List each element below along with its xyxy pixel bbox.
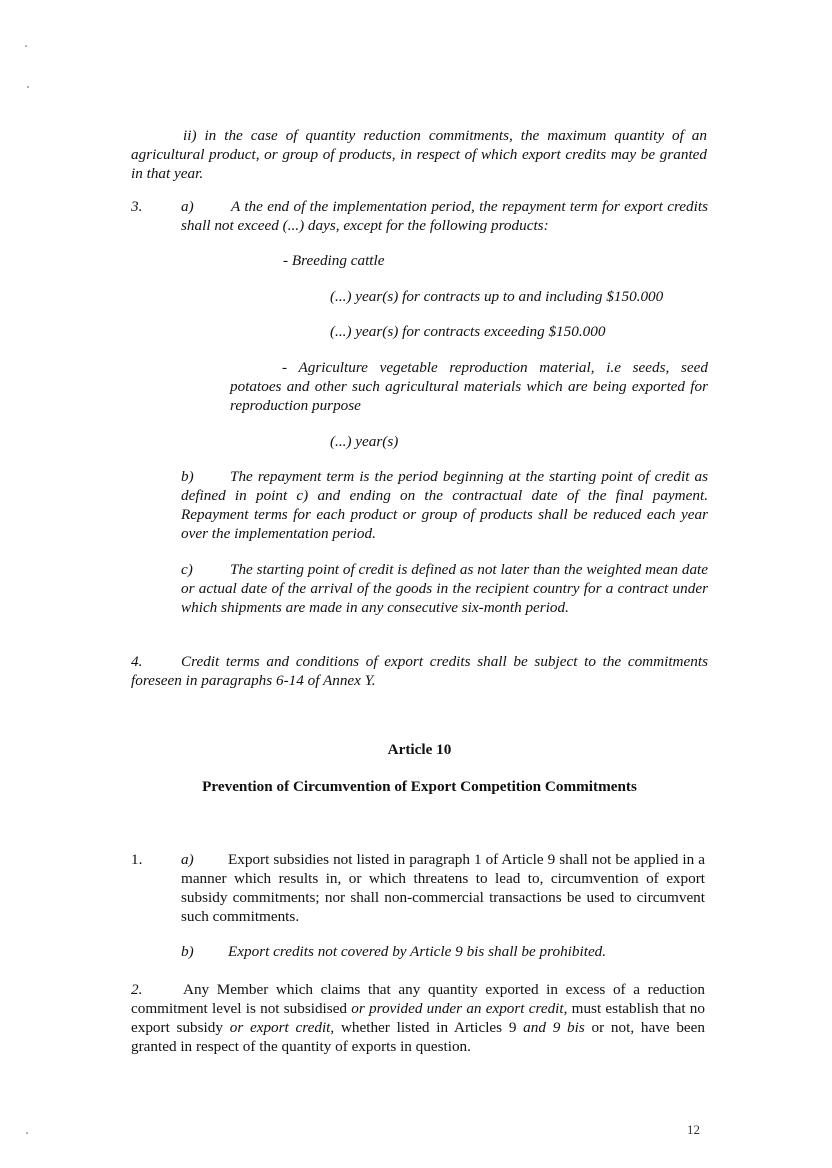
section-3b-label: b)	[181, 468, 194, 485]
article-para-2-emphasis: or export credit	[229, 1019, 331, 1036]
article-heading: Article 10	[387, 741, 452, 758]
article-para-2-text	[131, 980, 705, 1056]
article-para-2-part: , whether listed in Articles 9	[330, 1019, 524, 1036]
section-4-text: Credit terms and conditions of export credits shall be subject to the commitments foreseen in paragraphs 6-14 of Annex Y.	[131, 653, 708, 689]
article-para-1-number: 1.	[131, 851, 143, 868]
scan-speck	[25, 45, 27, 47]
breeding-cattle-term-1: (...) year(s) for contracts up to and including $150.000	[330, 288, 664, 305]
article-para-2-part: Any Member which claims that any quantity exported in excess of a reduction commitment level is not subsidised	[131, 981, 705, 1017]
section-3c-label: c)	[181, 561, 193, 578]
scan-speck	[27, 86, 29, 88]
article-para-1a-label: a)	[181, 851, 194, 868]
article-para-2-part: , must establish that no export subsidy	[131, 1000, 705, 1036]
breeding-cattle-term-2: (...) year(s) for contracts exceeding $150.000	[330, 323, 606, 340]
article-para-1a-text: Export subsidies not listed in paragraph 1 of Article 9 shall not be applied in a manner which results in, or which threatens to lead to, circumvention of export subsidy commitments; nor shall non-commercial transactions be used to circumvent such commitments.	[181, 851, 705, 925]
reproduction-material-item: - Agriculture vegetable reproduction material, i.e seeds, seed potatoes and other such agricultural materials which are being exported for reproduction purpose	[230, 359, 708, 414]
reproduction-material-term: (...) year(s)	[330, 433, 399, 450]
scan-speck	[26, 1132, 28, 1134]
section-3a-label: a)	[181, 198, 194, 215]
section-3c-text: The starting point of credit is defined as not later than the weighted mean date or actual date of the arrival of the goods in the recipient country for a contract under which shipments are made in any consecutive six-month period.	[181, 561, 708, 616]
section-3-number: 3.	[131, 198, 143, 215]
paragraph-ii: ii) in the case of quantity reduction commitments, the maximum quantity of an agricultural product, or group of products, in respect of which export credits may be granted in that year.	[131, 127, 707, 182]
breeding-cattle-item: - Breeding cattle	[283, 252, 385, 269]
article-para-2-emphasis: or provided under an export credit	[351, 1000, 564, 1017]
page-number: 12	[687, 1122, 700, 1137]
section-3b-text: The repayment term is the period beginning at the starting point of credit as defined in point c) and ending on the contractual date of the final payment. Repayment terms for each product or group of products shall be reduced each year over the implementation period.	[181, 468, 708, 542]
article-para-2-emphasis: and 9 bis	[523, 1019, 585, 1036]
article-para-1b-text: Export credits not covered by Article 9 bis shall be prohibited.	[228, 943, 607, 960]
section-4-number: 4.	[131, 653, 143, 670]
article-para-1b-label: b)	[181, 943, 194, 960]
article-para-2-number: 2.	[131, 981, 143, 998]
section-3a-text: A the end of the implementation period, the repayment term for export credits shall not exceed (...) days, except for the following products:	[181, 198, 708, 234]
article-title: Prevention of Circumvention of Export Competition Commitments	[202, 778, 637, 795]
article-para-2-part: or not, have been granted in respect of the quantity of exports in question.	[131, 1019, 705, 1055]
